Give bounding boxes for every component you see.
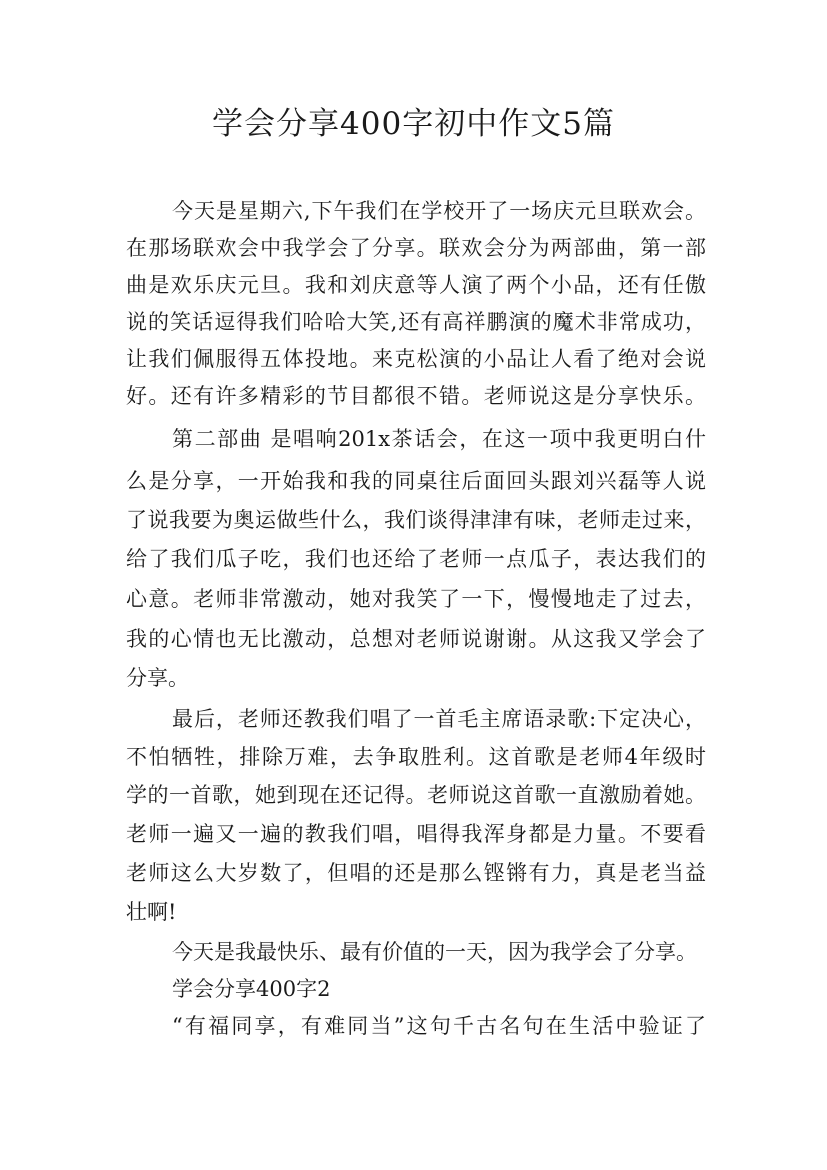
paragraph-line: 给了我们瓜子吃，我们也还给了老师一点瓜子，表达我们的 (126, 547, 706, 571)
paragraph-line: 么是分享，一开始我和我的同桌往后面回头跟刘兴磊等人说 (126, 469, 706, 493)
paragraph-line: “有福同享，有难同当”这句千古名句在生活中验证了 (172, 1014, 706, 1038)
paragraph-line: 在那场联欢会中我学会了分享。联欢会分为两部曲，第一部 (126, 236, 706, 260)
paragraph-line: 说的笑话逗得我们哈哈大笑,还有高祥鹏演的魔术非常成功， (126, 310, 706, 334)
document-title: 学会分享400字初中作文5篇 (212, 106, 615, 142)
paragraph-line: 壮啊! (126, 900, 177, 924)
paragraph-line: 今天是我最快乐、最有价值的一天，因为我学会了分享。 (172, 940, 697, 964)
paragraph-line: 我的心情也无比激动，总想对老师说谢谢。从这我又学会了 (126, 627, 706, 651)
paragraph-line: 不怕牺牲，排除万难，去争取胜利。这首歌是老师4年级时 (126, 745, 706, 769)
paragraph-line: 第二部曲 是唱响201x茶话会，在这一项中我更明白什 (172, 427, 706, 451)
paragraph-line: 好。还有许多精彩的节目都很不错。老师说这是分享快乐。 (126, 384, 706, 408)
paragraph-line: 心意。老师非常激动，她对我笑了一下，慢慢地走了过去， (126, 587, 706, 611)
paragraph-line: 分享。 (126, 666, 189, 690)
paragraph-line: 老师一遍又一遍的教我们唱，唱得我浑身都是力量。不要看 (126, 822, 706, 846)
paragraph-line: 老师这么大岁数了，但唱的还是那么铿锵有力，真是老当益 (126, 861, 706, 885)
paragraph-line: 今天是星期六,下午我们在学校开了一场庆元旦联欢会。 (172, 199, 706, 223)
paragraph-line: 让我们佩服得五体投地。来克松演的小品让人看了绝对会说 (126, 347, 706, 371)
paragraph-line: 曲是欢乐庆元旦。我和刘庆意等人演了两个小品，还有任傲 (126, 273, 706, 297)
section-heading: 学会分享400字2 (172, 977, 331, 1001)
paragraph-line: 了说我要为奥运做些什么，我们谈得津津有味，老师走过来， (126, 508, 706, 532)
paragraph-line: 最后，老师还教我们唱了一首毛主席语录歌:下定决心， (172, 707, 706, 731)
paragraph-line: 学的一首歌，她到现在还记得。老师说这首歌一直激励着她。 (126, 783, 706, 807)
